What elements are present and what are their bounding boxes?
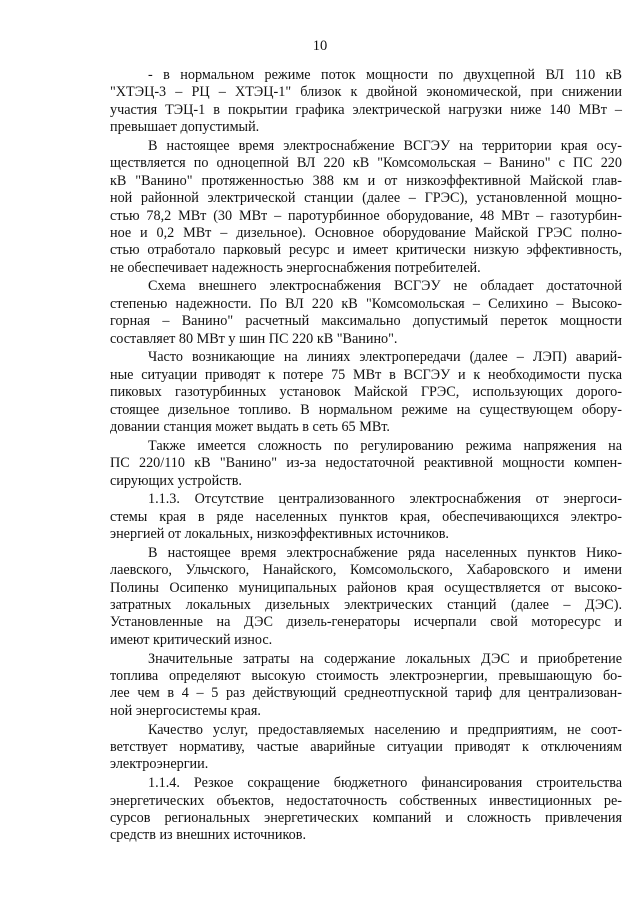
text-line: 1.1.3. Отсутствие централизованного электроснабжения от энергоси- (148, 491, 622, 508)
text-line: степенью надежности. По ВЛ 220 кВ "Комсомольская – Селихино – Высоко- (110, 295, 622, 312)
paragraph (110, 67, 622, 137)
text-line: Установленные на ДЭС дизель-генераторы исчерпали свой моторесурс и (110, 614, 622, 631)
text-line: превышает допустимый. (110, 119, 260, 136)
text-line: ные ситуации приводят к потере 75 МВт в ВСГЭУ и к необходимости пуска (110, 366, 622, 383)
text-line: Качество услуг, предоставляемых населению и предприятиям, не соот- (148, 721, 622, 738)
text-line: Полины Осипенко муниципальных районов края осуществляется от высоко- (110, 579, 622, 596)
text-line: энергетических объектов, недостаточность собственных инвестиционных ре- (110, 792, 622, 809)
text-line: имеют критический износ. (110, 631, 273, 648)
page-number: 10 (312, 38, 328, 54)
text-line: В настоящее время электроснабжение ВСГЭУ на территории края осу- (148, 137, 622, 154)
text-line: Схема внешнего электроснабжения ВСГЭУ не обладает достаточной (148, 278, 622, 295)
text-line: стью отработало парковый ресурс и имеет критически низкую эффективность, (110, 242, 622, 259)
text-line: лее чем в 4 – 5 раз действующий среднеотпускной тариф для централизован- (110, 685, 622, 702)
text-line: "ХТЭЦ-3 – РЦ – ХТЭЦ-1" близок к двойной экономической, при снижении (110, 84, 622, 101)
paragraph (110, 349, 622, 436)
text-line: стью 78,2 МВт (30 МВт – паротурбинное оборудование, 48 МВт – газотурбин- (110, 207, 622, 224)
text-line: топлива определяют высокую стоимость электроэнергии, превышающую бо- (110, 668, 622, 685)
paragraph (110, 491, 622, 543)
paragraph (110, 545, 622, 649)
text-line: стоящее дизельное топливо. В нормальном режиме на существующем обору- (110, 401, 622, 418)
text-line: Часто возникающие на линиях электропередачи (далее – ЛЭП) аварий- (148, 349, 622, 366)
text-line: ществляется по одноцепной ВЛ 220 кВ "Комсомольская – Ванино" с ПС 220 (110, 155, 622, 172)
text-line: энергией от локальных, низкоэффективных источников. (110, 526, 449, 543)
text-line: 1.1.4. Резкое сокращение бюджетного финансирования строительства (148, 775, 622, 792)
text-line: сурсов региональных энергетических компаний и сложность привлечения (110, 809, 622, 826)
text-line: ной энергосистемы края. (110, 702, 261, 719)
text-line: стемы края в ряде населенных пунктов края, обеспечивающихся электро- (110, 508, 622, 525)
paragraph (110, 775, 622, 845)
text-line: В настоящее время электроснабжение ряда населенных пунктов Нико- (148, 544, 622, 561)
text-line: ПС 220/110 кВ "Ванино" из-за недостаточной реактивной мощности компен- (110, 455, 622, 472)
paragraph (110, 278, 622, 348)
text-line: довании станция может выдать в сеть 65 МВт. (110, 418, 390, 435)
text-line: Значительные затраты на содержание локальных ДЭС и приобретение (148, 650, 622, 667)
text-line: ное и 0,2 МВт – дизельное). Основное оборудование Майской ГРЭС полно- (110, 224, 622, 241)
text-line: электроэнергии. (110, 756, 209, 773)
text-line: составляет 80 МВт у шин ПС 220 кВ "Ванино". (110, 330, 398, 347)
text-line: средств из внешних источников. (110, 827, 307, 844)
text-line: участия ТЭЦ-1 в покрытии графика электрической нагрузки ниже 140 МВт – (110, 101, 622, 118)
text-line: лаевского, Ульчского, Нанайского, Комсомольского, Хабаровского и имени (110, 562, 622, 579)
text-line: Также имеется сложность по регулированию режима напряжения на (148, 437, 622, 454)
paragraph (110, 722, 622, 774)
text-line: пиковых газотурбинных установок Майской ГРЭС, использующих дорого- (110, 384, 622, 401)
text-line: не обеспечивает надежность энергоснабжения потребителей. (110, 259, 481, 276)
text-line: ной районной электрической станции (далее – ГРЭС), установленной мощно- (110, 190, 622, 207)
text-line: ветствует нормативу, частые аварийные ситуации приводят к отключениям (110, 738, 622, 755)
text-line: - в нормальном режиме поток мощности по двухцепной ВЛ 110 кВ (148, 67, 622, 83)
document-body (110, 67, 622, 846)
text-line: кВ "Ванино" протяженностью 388 км и от низкоэффективной Майской глав- (110, 172, 622, 189)
paragraph (110, 438, 622, 490)
paragraph (110, 138, 622, 277)
text-line: сирующих устройств. (110, 472, 242, 489)
text-line: затратных локальных дизельных электрических станций (далее – ДЭС). (110, 597, 622, 614)
text-line: горная – Ванино" расчетный максимально допустимый переток мощности (110, 313, 622, 330)
paragraph (110, 651, 622, 721)
